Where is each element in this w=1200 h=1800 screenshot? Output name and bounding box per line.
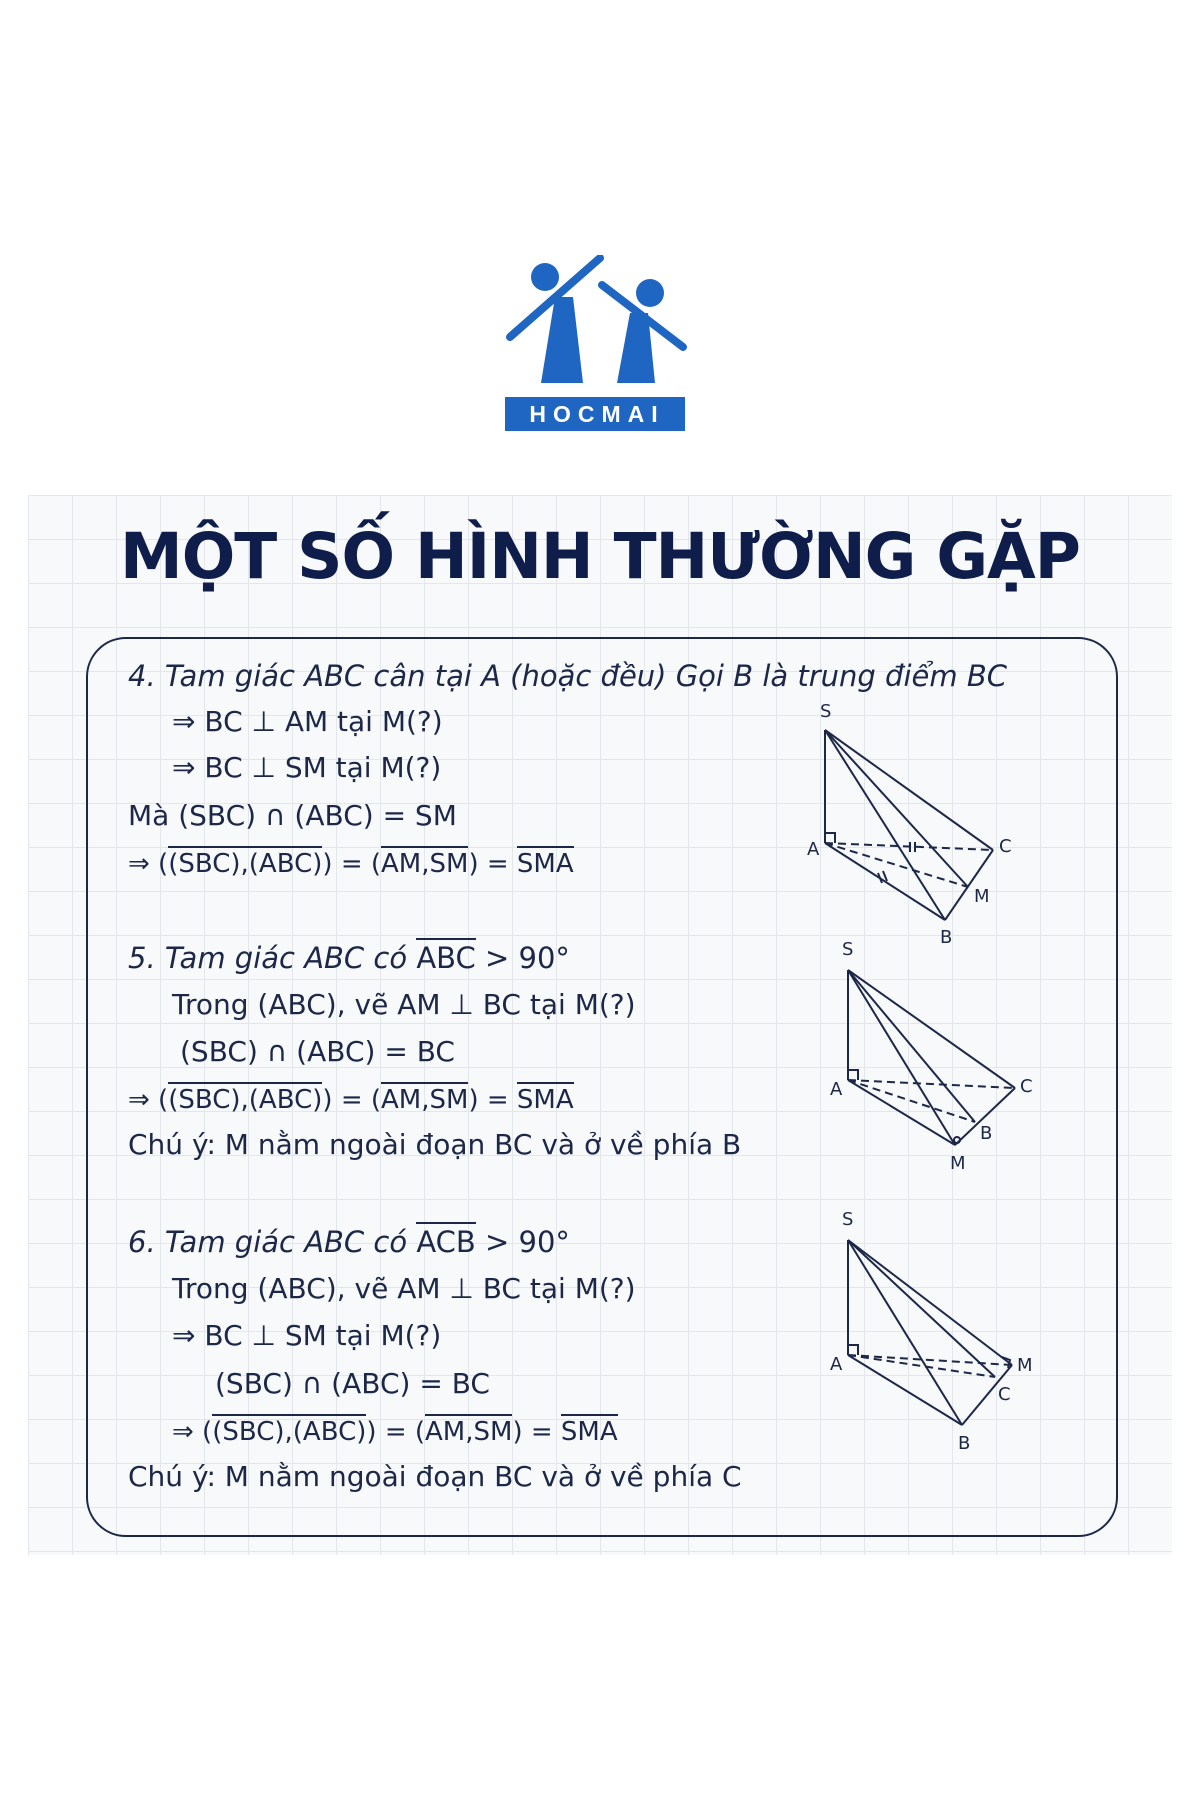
label-c: C (1020, 1076, 1033, 1097)
section-4-line-4: ⇒ ((SBC),(ABC)) = (AM,SM) = SMA (128, 851, 574, 877)
section-5-line-3: ⇒ ((SBC),(ABC)) = (AM,SM) = SMA (128, 1087, 574, 1113)
label-b: B (980, 1123, 993, 1144)
label-b: B (940, 927, 953, 945)
label-m: M (974, 886, 990, 907)
label-a: A (807, 839, 820, 860)
label-s: S (842, 1209, 854, 1230)
logo-text: HOCMAI (505, 397, 685, 431)
section-4-line-3: Mà (SBC) ∩ (ABC) = SM (128, 799, 457, 832)
section-6-line-1: Trong (ABC), vẽ AM ⊥ BC tại M(?) (172, 1272, 636, 1305)
page-title: MỘT SỐ HÌNH THƯỜNG GẶP (120, 520, 1080, 593)
pyramid-diagram-6 (820, 1205, 1050, 1455)
label-a: A (830, 1079, 843, 1100)
family-icon (505, 255, 690, 397)
section-5-line-1: Trong (ABC), vẽ AM ⊥ BC tại M(?) (172, 988, 636, 1021)
section-6-line-4: ⇒ ((SBC),(ABC)) = (AM,SM) = SMA (172, 1419, 618, 1445)
section-4-heading: 4. Tam giác ABC cân tại A (hoặc đều) Gọi B là trung điểm BC (128, 659, 1007, 693)
label-m: M (1017, 1355, 1033, 1376)
label-a: A (830, 1354, 843, 1375)
section-5-note: Chú ý: M nằm ngoài đoạn BC và ở về phía B (128, 1128, 742, 1161)
label-c: C (999, 836, 1012, 857)
section-5-heading: 5. Tam giác ABC có ABC > 90° (128, 944, 570, 973)
label-b: B (958, 1433, 971, 1454)
section-6-line-3: (SBC) ∩ (ABC) = BC (215, 1367, 490, 1400)
section-5-line-2: (SBC) ∩ (ABC) = BC (180, 1035, 455, 1068)
hocmai-logo (505, 255, 690, 435)
label-c: C (998, 1384, 1011, 1405)
pyramid-diagram-5 (820, 935, 1040, 1185)
section-6-note: Chú ý: M nằm ngoài đoạn BC và ở về phía C (128, 1460, 742, 1493)
section-4-line-1: ⇒ BC ⊥ AM tại M(?) (172, 705, 443, 738)
section-6-line-2: ⇒ BC ⊥ SM tại M(?) (172, 1319, 442, 1352)
label-s: S (820, 701, 832, 722)
pyramid-diagram-4 (790, 695, 1040, 945)
section-6-heading: 6. Tam giác ABC có ACB > 90° (128, 1228, 570, 1257)
section-4-line-2: ⇒ BC ⊥ SM tại M(?) (172, 751, 442, 784)
label-m: M (950, 1153, 966, 1174)
label-s: S (842, 939, 854, 960)
